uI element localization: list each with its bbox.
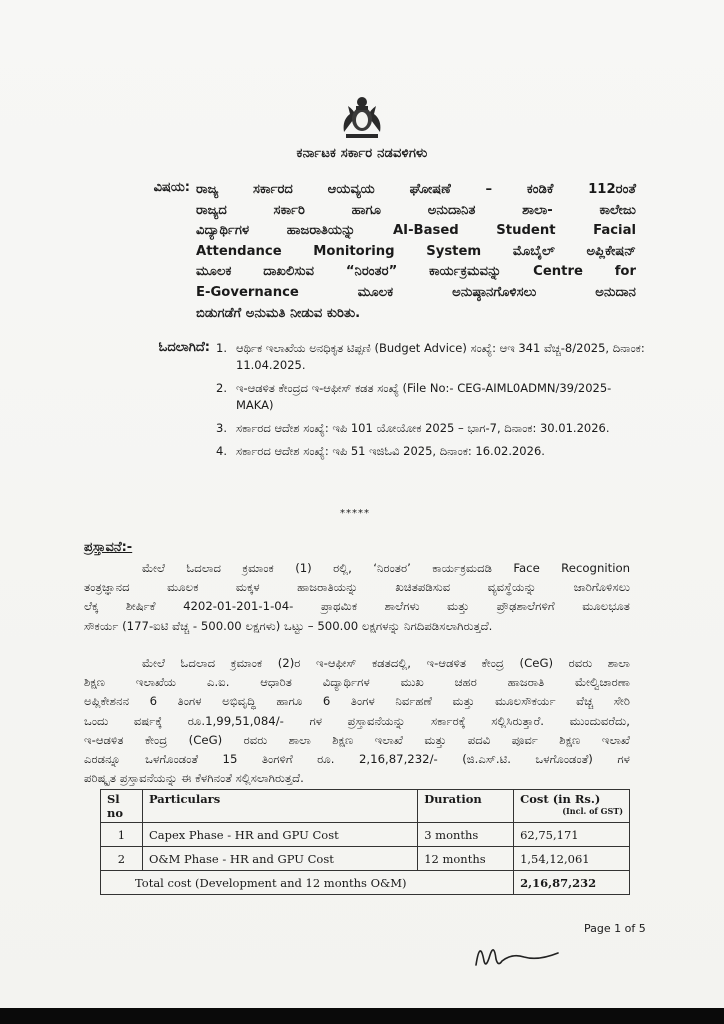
reference-item: 4. ಸರ್ಕಾರದ ಆದೇಶ ಸಂಖ್ಯೆ: ಇಪಿ 51 ಇಜಿಓವಿ 2025, ದಿನಾಂಕ: 16.02.2026. bbox=[216, 444, 545, 458]
table-header-row bbox=[101, 790, 630, 823]
header-cost: Cost (in Rs.) (Incl. of GST) bbox=[514, 790, 630, 823]
cell-cost: 1,54,12,061 bbox=[514, 847, 630, 871]
page-number: Page 1 of 5 bbox=[584, 922, 646, 935]
section-separator: ***** bbox=[340, 508, 370, 519]
handwritten-signature-icon bbox=[472, 935, 562, 975]
header-particulars: Particulars bbox=[142, 790, 417, 823]
reference-item: 2. ಇ-ಆಡಳಿತ ಕೇಂದ್ರದ ಇ-ಆಫೀಸ್ ಕಡತ ಸಂಖ್ಯೆ (File No:- CEG-AIML0ADMN/39/2025-MAKA) bbox=[216, 381, 612, 412]
subject-label: ವಿಷಯ: bbox=[153, 180, 190, 195]
header-sl-no: Sl no bbox=[101, 790, 143, 823]
table-row bbox=[101, 823, 630, 847]
preamble-paragraph-1: ಮೇಲೆ ಓದಲಾದ ಕ್ರಮಾಂಕ (1) ರಲ್ಲಿ, ‘ನಿರಂತರ’ ಕಾರ್ಯಕ್ರಮದಡಿ Face Recognition ತಂತ್ರಜ್ಞಾನದ ಮೂಲಕ ಮಕ್ಕಳ ಹಾಜರಾತಿಯನ್ನು ಖಚಿತಪಡಿಸುವ ವ್ಯವಸ್ಥೆಯನ್ನು ಜಾರಿಗೊಳಿಸಲು ಲೆಕ್ಕ ಶೀರ್ಷಿಕೆ 4202-01-201-1-04- ಪ್ರಾಥಮಿಕ ಶಾಲೆಗಳು ಮತ್ತು ಪ್ರೌಢಶಾಲೆಗಳಿಗೆ ಮೂಲಭೂತ ಸೌಕರ್ಯ (177-ಐಟಿ ವೆಚ್ಚ - 500.00 ಲಕ್ಷಗಳು) ಒಟ್ಟು – 500.00 ಲಕ್ಷಗಳನ್ನು ನಿಗದಿಪಡಿಸಲಾಗಿರುತ್ತದೆ. bbox=[84, 561, 630, 633]
cell-particulars: O&M Phase - HR and GPU Cost bbox=[142, 847, 417, 871]
references-label: ಓದಲಾಗಿದೆ: bbox=[158, 340, 210, 355]
total-value: 2,16,87,232 bbox=[514, 871, 630, 895]
table-row bbox=[101, 847, 630, 871]
reference-item: 3. ಸರ್ಕಾರದ ಆದೇಶ ಸಂಖ್ಯೆ: ಇಪಿ 101 ಯೋಯೋಕ 2025 – ಭಾಗ-7, ದಿನಾಂಕ: 30.01.2026. bbox=[216, 421, 610, 435]
subject-text: ರಾಜ್ಯ ಸರ್ಕಾರದ ಆಯವ್ಯಯ ಘೋಷಣೆ – ಕಂಡಿಕೆ 112ರಂತೆ ರಾಜ್ಯದ ಸರ್ಕಾರಿ ಹಾಗೂ ಅನುದಾನಿತ ಶಾಲಾ- ಕಾಲೇಜು ವಿದ್ಯಾರ್ಥಿಗಳ ಹಾಜರಾತಿಯನ್ನು AI-Based Student Facial Attendance Monitoring System ಮೊಬೈಲ್ ಅಪ್ಲಿಕೇಷನ್ ಮೂಲಕ ದಾಖಲಿಸುವ “ನಿರಂತರ” ಕಾರ್ಯಕ್ರಮವನ್ನು Centre for E-Governance ಮೂಲಕ ಅನುಷ್ಠಾನಗೊಳಿಸಲು ಅನುದಾನ ಬಿಡುಗಡೆಗೆ ಅನುಮತಿ ನೀಡುವ ಕುರಿತು. bbox=[196, 182, 636, 321]
cost-table bbox=[100, 789, 630, 895]
reference-item: 1. ಆರ್ಥಿಕ ಇಲಾಖೆಯ ಅನಧಿಕೃತ ಟಿಪ್ಪಣಿ (Budget Advice) ಸಂಖ್ಯೆ: ಆಇ 341 ವೆಚ್ಚ-8/2025, ದಿನಾಂಕ: 11.04.2025. bbox=[216, 341, 645, 372]
preamble-heading: ಪ್ರಸ್ತಾವನೆ:- bbox=[84, 540, 133, 555]
cell-cost: 62,75,171 bbox=[514, 823, 630, 847]
total-label: Total cost (Development and 12 months O&M) bbox=[101, 871, 514, 895]
cell-duration: 3 months bbox=[418, 823, 514, 847]
scan-bottom-border bbox=[0, 1008, 724, 1024]
references-list bbox=[216, 340, 646, 466]
cell-duration: 12 months bbox=[418, 847, 514, 871]
karnataka-emblem-icon bbox=[336, 92, 388, 142]
government-header: ಕರ್ನಾಟಕ ಸರ್ಕಾರ ನಡವಳಿಗಳು bbox=[296, 146, 428, 161]
cell-particulars: Capex Phase - HR and GPU Cost bbox=[142, 823, 417, 847]
header-duration: Duration bbox=[418, 790, 514, 823]
table-total-row bbox=[101, 871, 630, 895]
cell-sl: 1 bbox=[101, 823, 143, 847]
cell-sl: 2 bbox=[101, 847, 143, 871]
preamble-paragraph-2: ಮೇಲೆ ಓದಲಾದ ಕ್ರಮಾಂಕ (2)ರ ಇ-ಆಫೀಸ್ ಕಡತದಲ್ಲಿ, ಇ-ಆಡಳಿತ ಕೇಂದ್ರ (CeG) ರವರು ಶಾಲಾ ಶಿಕ್ಷಣ ಇಲಾಖೆಯ ಎ.ಐ. ಆಧಾರಿತ ವಿದ್ಯಾರ್ಥಿಗಳ ಮುಖ ಚಹರ ಹಾಜರಾತಿ ಮೇಲ್ವಿಚಾರಣಾ ಅಪ್ಲಿಕೇಶನನ 6 ತಿಂಗಳ ಅಭಿವೃದ್ಧಿ ಹಾಗೂ 6 ತಿಂಗಳ ನಿರ್ವಹಣೆ ಮತ್ತು ಮೂಲಸೌಕರ್ಯ ವೆಚ್ಚ ಸೇರಿ ಒಂದು ವರ್ಷಕ್ಕೆ ರೂ.1,99,51,084/- ಗಳ ಪ್ರಸ್ತಾವನೆಯನ್ನು ಸರ್ಕಾರಕ್ಕೆ ಸಲ್ಲಿಸಿರುತ್ತಾರೆ. ಮುಂದುವರೆದು, ಇ-ಆಡಳಿತ ಕೇಂದ್ರ (CeG) ರವರು ಶಾಲಾ ಶಿಕ್ಷಣ ಇಲಾಖೆ ಮತ್ತು ಪದವಿ ಪೂರ್ವ ಶಿಕ್ಷಣ ಇಲಾಖೆ ಎರಡನ್ನೂ ಒಳಗೊಂಡಂತೆ 15 ತಿಂಗಳಿಗೆ ರೂ. 2,16,87,232/- (ಜಿ.ಎಸ್.ಟಿ. ಒಳಗೊಂಡಂತೆ) ಗಳ ಪರಿಷ್ಕೃತ ಪ್ರಸ್ತಾವನೆಯನ್ನು ಈ ಕೆಳಗಿನಂತೆ ಸಲ್ಲಿಸಲಾಗಿರುತ್ತದೆ. bbox=[84, 656, 630, 786]
